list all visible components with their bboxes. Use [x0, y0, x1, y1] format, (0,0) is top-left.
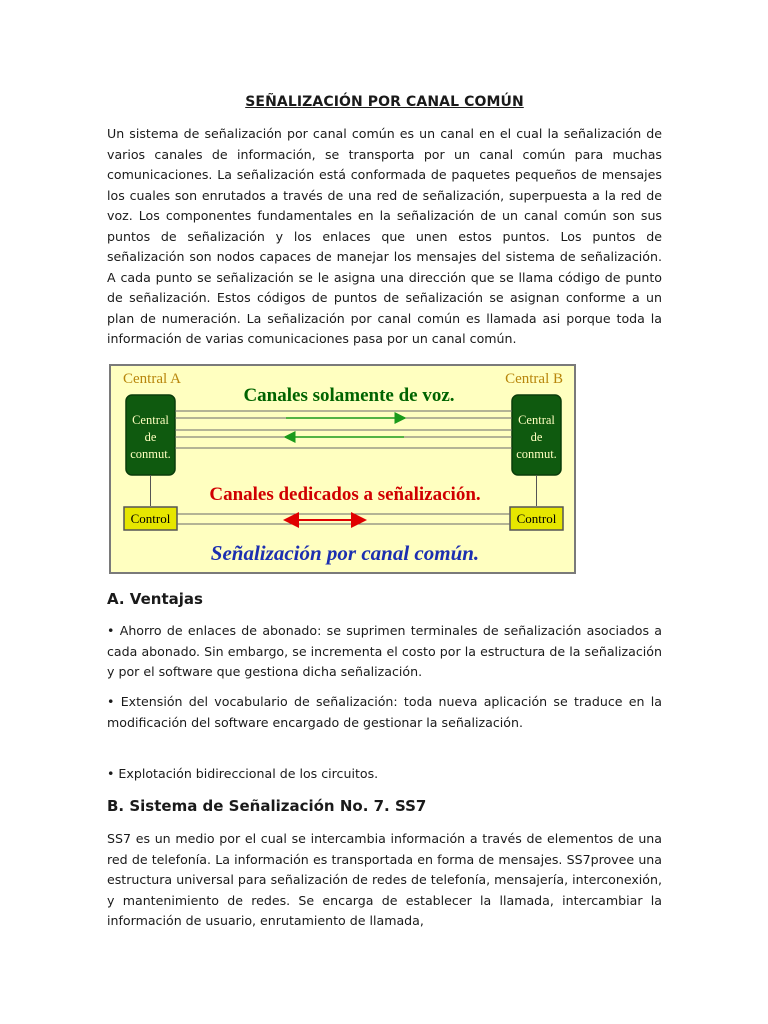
switch-left-line-3: conmut. — [130, 447, 171, 461]
advantage-item-3: • Explotación bidireccional de los circuitos. — [107, 766, 379, 781]
document-title: SEÑALIZACIÓN POR CANAL COMÚN — [245, 94, 524, 110]
central-b-label: Central B — [505, 371, 563, 387]
switch-left-line-1: Central — [132, 413, 169, 427]
ss7-paragraph: SS7 es un medio por el cual se intercambia información a través de elementos de una red de telefonía. La información es transportada en forma de mensajes. SS7provee una estructura universal para señalización de redes de telefonía, mensajería, interconexión, y mantenimiento de redes. Se encarga de establecer la llamada, intercambiar la información de usuario, enrutamiento de llamada, — [107, 831, 662, 928]
advantage-item-1: • Ahorro de enlaces de abonado: se suprimen terminales de señalización asociados a cada abonado. Sin embargo, se incrementa el costo por la estructura de la señalización y por el software que gestiona dicha señalización. — [107, 623, 662, 679]
control-right-label: Control — [516, 511, 557, 526]
switch-left-line-2: de — [144, 430, 157, 444]
signaling-channels-label: Canales dedicados a señalización. — [209, 484, 481, 505]
switch-right-line-3: conmut. — [516, 447, 557, 461]
central-a-label: Central A — [123, 371, 181, 387]
switch-right-line-2: de — [530, 430, 543, 444]
section-a-heading: A. Ventajas — [107, 590, 203, 608]
intro-paragraph: Un sistema de señalización por canal común es un canal en el cual la señalización de varios canales de información, se transporta por un canal común para muchas comunicaciones. La señalización está conformada de paquetes pequeños de mensajes los cuales son enrutados a través de una red de señalización, superpuesta a la red de voz. Los componentes fundamentales en la señalización de un canal común son sus puntos de señalización y los enlaces que unen estos puntos. Los puntos de señalización son nodos capaces de manejar los mensajes del sistema de señalización. A cada punto se señalización se le asigna una dirección que se llama código de punto de señalización. Estos códigos de puntos de señalización se asignan conforme a un plan de numeración. La señalización por canal común es llamada asi porque toda la información de varias comunicaciones pasa por un canal común. — [107, 126, 662, 346]
section-b-heading: B. Sistema de Señalización No. 7. SS7 — [107, 797, 427, 815]
advantage-item-2: • Extensión del vocabulario de señalización: toda nueva aplicación se traduce en la modificación del software encargado de gestionar la señalización. — [107, 694, 662, 730]
voice-channels-label: Canales solamente de voz. — [243, 385, 455, 406]
signaling-diagram-svg — [109, 364, 576, 574]
switch-right-line-1: Central — [518, 413, 555, 427]
signaling-diagram — [109, 364, 576, 574]
diagram-caption: Señalización por canal común. — [210, 541, 480, 565]
control-left-label: Control — [130, 511, 171, 526]
